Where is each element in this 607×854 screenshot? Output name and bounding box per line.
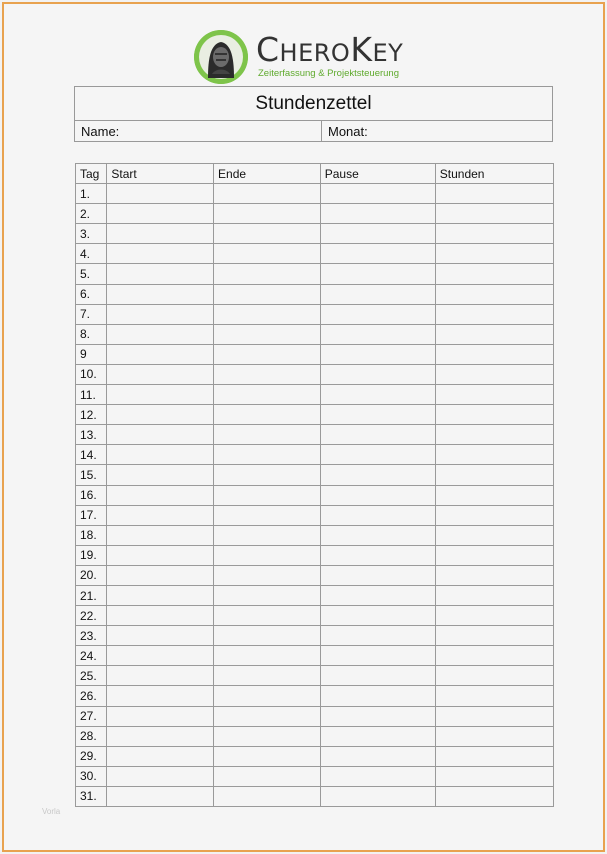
day-cell: 9 xyxy=(76,344,107,364)
ende-cell[interactable] xyxy=(214,465,321,485)
day-cell: 21. xyxy=(76,585,107,605)
stunden-cell[interactable] xyxy=(435,324,553,344)
start-cell[interactable] xyxy=(107,284,214,304)
table-row xyxy=(76,385,554,405)
stunden-cell[interactable] xyxy=(435,465,553,485)
table-row xyxy=(76,284,554,304)
day-cell: 22. xyxy=(76,606,107,626)
start-cell[interactable] xyxy=(107,606,214,626)
pause-cell[interactable] xyxy=(320,204,435,224)
table-header-row xyxy=(76,164,554,184)
stunden-cell[interactable] xyxy=(435,565,553,585)
table-row xyxy=(76,726,554,746)
stunden-cell[interactable] xyxy=(435,204,553,224)
start-cell[interactable] xyxy=(107,626,214,646)
table-row xyxy=(76,204,554,224)
stunden-cell[interactable] xyxy=(435,405,553,425)
stunden-cell[interactable] xyxy=(435,766,553,786)
cherokey-logo xyxy=(194,30,424,86)
day-cell: 14. xyxy=(76,445,107,465)
pause-cell[interactable] xyxy=(320,525,435,545)
ende-cell[interactable] xyxy=(214,545,321,565)
table-row xyxy=(76,505,554,525)
pause-cell[interactable] xyxy=(320,706,435,726)
table-row xyxy=(76,786,554,806)
table-row xyxy=(76,585,554,605)
pause-cell[interactable] xyxy=(320,726,435,746)
ende-cell[interactable] xyxy=(214,646,321,666)
ende-cell[interactable] xyxy=(214,626,321,646)
stunden-cell[interactable] xyxy=(435,445,553,465)
start-cell[interactable] xyxy=(107,646,214,666)
pause-cell[interactable] xyxy=(320,465,435,485)
stunden-cell[interactable] xyxy=(435,364,553,384)
month-field[interactable]: Monat: xyxy=(328,124,368,139)
start-cell[interactable] xyxy=(107,545,214,565)
day-cell: 27. xyxy=(76,706,107,726)
start-cell[interactable] xyxy=(107,364,214,384)
table-row xyxy=(76,746,554,766)
table-row xyxy=(76,626,554,646)
table-row xyxy=(76,425,554,445)
start-cell[interactable] xyxy=(107,726,214,746)
pause-cell[interactable] xyxy=(320,505,435,525)
day-cell: 25. xyxy=(76,666,107,686)
name-field[interactable]: Name: xyxy=(75,121,322,142)
stunden-cell[interactable] xyxy=(435,786,553,806)
table-row xyxy=(76,766,554,786)
table-row xyxy=(76,706,554,726)
stunden-cell[interactable] xyxy=(435,184,553,204)
start-cell[interactable] xyxy=(107,766,214,786)
day-cell: 1. xyxy=(76,184,107,204)
pause-cell[interactable] xyxy=(320,385,435,405)
day-cell: 3. xyxy=(76,224,107,244)
day-cell: 16. xyxy=(76,485,107,505)
ende-cell[interactable] xyxy=(214,324,321,344)
pause-cell[interactable] xyxy=(320,485,435,505)
pause-cell[interactable] xyxy=(320,304,435,324)
ende-cell[interactable] xyxy=(214,585,321,605)
table-row xyxy=(76,485,554,505)
ende-cell[interactable] xyxy=(214,224,321,244)
day-cell: 7. xyxy=(76,304,107,324)
pause-cell[interactable] xyxy=(320,184,435,204)
ende-cell[interactable] xyxy=(214,485,321,505)
pause-cell[interactable] xyxy=(320,244,435,264)
start-cell[interactable] xyxy=(107,465,214,485)
timesheet-table xyxy=(75,163,554,807)
day-cell: 23. xyxy=(76,626,107,646)
start-cell[interactable] xyxy=(107,565,214,585)
day-cell: 2. xyxy=(76,204,107,224)
day-cell: 19. xyxy=(76,545,107,565)
start-cell[interactable] xyxy=(107,445,214,465)
pause-cell[interactable] xyxy=(320,585,435,605)
day-cell: 11. xyxy=(76,385,107,405)
table-row xyxy=(76,606,554,626)
day-cell: 15. xyxy=(76,465,107,485)
table-row xyxy=(76,646,554,666)
stunden-cell[interactable] xyxy=(435,284,553,304)
start-cell[interactable] xyxy=(107,264,214,284)
pause-cell[interactable] xyxy=(320,364,435,384)
pause-cell[interactable] xyxy=(320,264,435,284)
day-cell: 18. xyxy=(76,525,107,545)
pause-cell[interactable] xyxy=(320,405,435,425)
pause-cell[interactable] xyxy=(320,344,435,364)
stunden-cell[interactable] xyxy=(435,385,553,405)
table-row xyxy=(76,565,554,585)
stunden-cell[interactable] xyxy=(435,485,553,505)
ende-cell[interactable] xyxy=(214,184,321,204)
column-header-tag: Tag xyxy=(76,164,107,184)
ende-cell[interactable] xyxy=(214,445,321,465)
sheet-header xyxy=(74,86,553,142)
start-cell[interactable] xyxy=(107,344,214,364)
start-cell[interactable] xyxy=(107,324,214,344)
start-cell[interactable] xyxy=(107,224,214,244)
pause-cell[interactable] xyxy=(320,324,435,344)
start-cell[interactable] xyxy=(107,666,214,686)
ende-cell[interactable] xyxy=(214,364,321,384)
start-cell[interactable] xyxy=(107,505,214,525)
ende-cell[interactable] xyxy=(214,686,321,706)
ende-cell[interactable] xyxy=(214,606,321,626)
ende-cell[interactable] xyxy=(214,746,321,766)
table-row xyxy=(76,686,554,706)
table-row xyxy=(76,405,554,425)
brand-tagline: Zeiterfassung & Projektsteuerung xyxy=(258,68,399,79)
day-cell: 13. xyxy=(76,425,107,445)
ende-cell[interactable] xyxy=(214,244,321,264)
day-cell: 5. xyxy=(76,264,107,284)
pause-cell[interactable] xyxy=(320,565,435,585)
brand-name: CHEROKEY xyxy=(256,30,404,69)
stunden-cell[interactable] xyxy=(435,706,553,726)
pause-cell[interactable] xyxy=(320,606,435,626)
ende-cell[interactable] xyxy=(214,405,321,425)
pause-cell[interactable] xyxy=(320,284,435,304)
table-row xyxy=(76,324,554,344)
portrait-icon xyxy=(194,30,248,84)
table-row xyxy=(76,184,554,204)
pause-cell[interactable] xyxy=(320,686,435,706)
table-row xyxy=(76,445,554,465)
sheet-title: Stundenzettel xyxy=(75,87,552,121)
pause-cell[interactable] xyxy=(320,646,435,666)
day-cell: 8. xyxy=(76,324,107,344)
start-cell[interactable] xyxy=(107,585,214,605)
pause-cell[interactable] xyxy=(320,445,435,465)
stunden-cell[interactable] xyxy=(435,264,553,284)
start-cell[interactable] xyxy=(107,786,214,806)
stunden-cell[interactable] xyxy=(435,505,553,525)
start-cell[interactable] xyxy=(107,244,214,264)
day-cell: 12. xyxy=(76,405,107,425)
start-cell[interactable] xyxy=(107,184,214,204)
start-cell[interactable] xyxy=(107,706,214,726)
stunden-cell[interactable] xyxy=(435,344,553,364)
day-cell: 26. xyxy=(76,686,107,706)
pause-cell[interactable] xyxy=(320,746,435,766)
ende-cell[interactable] xyxy=(214,385,321,405)
day-cell: 28. xyxy=(76,726,107,746)
ende-cell[interactable] xyxy=(214,726,321,746)
table-row xyxy=(76,264,554,284)
pause-cell[interactable] xyxy=(320,766,435,786)
table-row xyxy=(76,224,554,244)
ende-cell[interactable] xyxy=(214,786,321,806)
pause-cell[interactable] xyxy=(320,666,435,686)
day-cell: 17. xyxy=(76,505,107,525)
pause-cell[interactable] xyxy=(320,545,435,565)
start-cell[interactable] xyxy=(107,304,214,324)
start-cell[interactable] xyxy=(107,686,214,706)
stunden-cell[interactable] xyxy=(435,646,553,666)
ende-cell[interactable] xyxy=(214,264,321,284)
day-cell: 31. xyxy=(76,786,107,806)
column-header-ende: Ende xyxy=(214,164,321,184)
start-cell[interactable] xyxy=(107,485,214,505)
table-row xyxy=(76,304,554,324)
table-row xyxy=(76,364,554,384)
ende-cell[interactable] xyxy=(214,505,321,525)
pause-cell[interactable] xyxy=(320,425,435,445)
ende-cell[interactable] xyxy=(214,666,321,686)
day-cell: 4. xyxy=(76,244,107,264)
ende-cell[interactable] xyxy=(214,565,321,585)
day-cell: 20. xyxy=(76,565,107,585)
stunden-cell[interactable] xyxy=(435,626,553,646)
ende-cell[interactable] xyxy=(214,706,321,726)
start-cell[interactable] xyxy=(107,385,214,405)
day-cell: 10. xyxy=(76,364,107,384)
day-cell: 24. xyxy=(76,646,107,666)
start-cell[interactable] xyxy=(107,405,214,425)
start-cell[interactable] xyxy=(107,746,214,766)
day-cell: 30. xyxy=(76,766,107,786)
table-row xyxy=(76,525,554,545)
stunden-cell[interactable] xyxy=(435,726,553,746)
column-header-stunden: Stunden xyxy=(435,164,553,184)
start-cell[interactable] xyxy=(107,204,214,224)
start-cell[interactable] xyxy=(107,525,214,545)
table-row xyxy=(76,244,554,264)
stunden-cell[interactable] xyxy=(435,686,553,706)
table-row xyxy=(76,465,554,485)
stunden-cell[interactable] xyxy=(435,545,553,565)
stunden-cell[interactable] xyxy=(435,244,553,264)
stunden-cell[interactable] xyxy=(435,606,553,626)
stunden-cell[interactable] xyxy=(435,666,553,686)
stunden-cell[interactable] xyxy=(435,585,553,605)
ende-cell[interactable] xyxy=(214,766,321,786)
pause-cell[interactable] xyxy=(320,626,435,646)
table-row xyxy=(76,666,554,686)
ende-cell[interactable] xyxy=(214,525,321,545)
pause-cell[interactable] xyxy=(320,224,435,244)
stunden-cell[interactable] xyxy=(435,425,553,445)
stunden-cell[interactable] xyxy=(435,224,553,244)
ende-cell[interactable] xyxy=(214,284,321,304)
start-cell[interactable] xyxy=(107,425,214,445)
table-row xyxy=(76,545,554,565)
ende-cell[interactable] xyxy=(214,304,321,324)
ende-cell[interactable] xyxy=(214,344,321,364)
table-row xyxy=(76,344,554,364)
day-cell: 6. xyxy=(76,284,107,304)
stunden-cell[interactable] xyxy=(435,525,553,545)
stunden-cell[interactable] xyxy=(435,746,553,766)
day-cell: 29. xyxy=(76,746,107,766)
ende-cell[interactable] xyxy=(214,425,321,445)
watermark: Vorla xyxy=(42,807,61,816)
column-header-pause: Pause xyxy=(320,164,435,184)
ende-cell[interactable] xyxy=(214,204,321,224)
pause-cell[interactable] xyxy=(320,786,435,806)
column-header-start: Start xyxy=(107,164,214,184)
page-frame xyxy=(2,2,605,852)
stunden-cell[interactable] xyxy=(435,304,553,324)
